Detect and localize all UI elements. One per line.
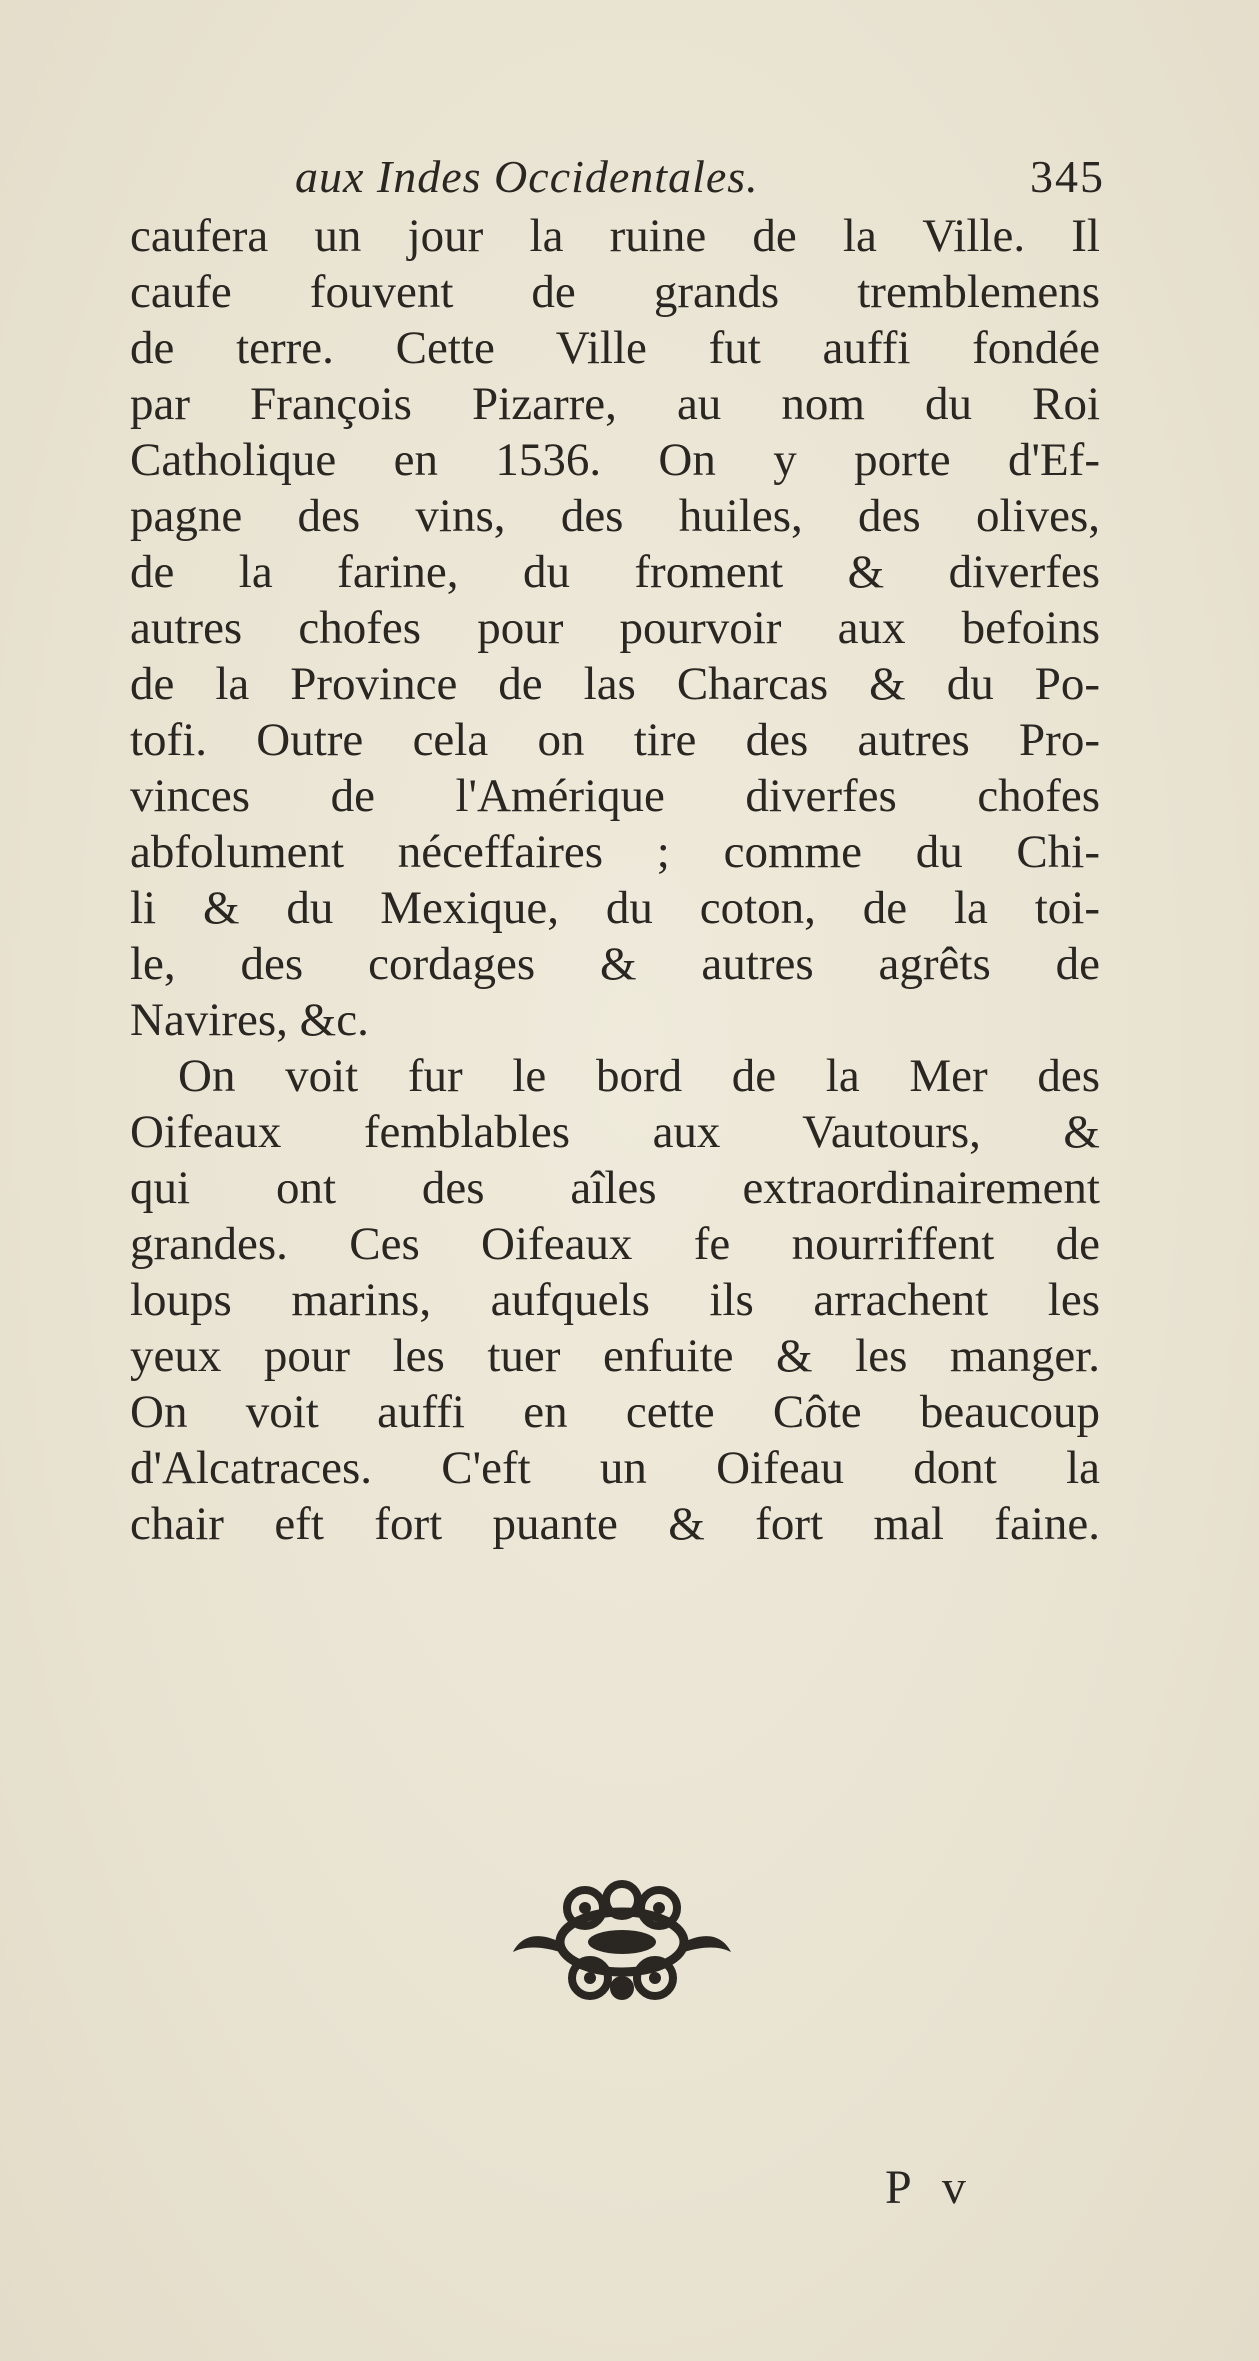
text-line: pagne des vins, des huiles, des olives,	[130, 490, 1100, 542]
text-line: chair eft fort puante & fort mal faine.	[130, 1498, 1100, 1550]
text-line: de la farine, du froment & diverfes	[130, 546, 1100, 598]
text-line: caufera un jour la ruine de la Ville. Il	[130, 210, 1100, 262]
text-line: grandes. Ces Oifeaux fe nourriffent de	[130, 1218, 1100, 1270]
text-line: On voit fur le bord de la Mer des	[178, 1050, 1100, 1102]
text-line: li & du Mexique, du coton, de la toi-	[130, 882, 1100, 934]
page-number: 345	[1030, 151, 1105, 202]
text-line: qui ont des aîles extraordinairement	[130, 1162, 1100, 1214]
text-line: de la Province de las Charcas & du Po-	[130, 658, 1100, 710]
text-line: par François Pizarre, au nom du Roi	[130, 378, 1100, 430]
body-text	[130, 208, 1100, 1552]
text-line: abfolument néceffaires ; comme du Chi-	[130, 826, 1100, 878]
text-line: le, des cordages & autres agrêts de	[130, 938, 1100, 990]
text-line: loups marins, aufquels ils arrachent les	[130, 1274, 1100, 1326]
text-line: Oifeaux femblables aux Vautours, &	[130, 1106, 1100, 1158]
running-title: aux Indes Occidentales.	[295, 151, 759, 202]
text-line: yeux pour les tuer enfuite & les manger.	[130, 1330, 1100, 1382]
text-line: vinces de l'Amérique diverfes chofes	[130, 770, 1100, 822]
text-line: de terre. Cette Ville fut auffi fondée	[130, 322, 1100, 374]
page-header	[295, 150, 1115, 210]
signature-mark: P v	[885, 2161, 976, 2214]
text-line: Catholique en 1536. On y porte d'Ef-	[130, 434, 1100, 486]
text-line: tofi. Outre cela on tire des autres Pro-	[130, 714, 1100, 766]
text-line: On voit auffi en cette Côte beaucoup	[130, 1386, 1100, 1438]
text-line: autres chofes pour pourvoir aux befoins	[130, 602, 1100, 654]
text-line: caufe fouvent de grands tremblemens	[130, 266, 1100, 318]
text-line: d'Alcatraces. C'eft un Oifeau dont la	[130, 1442, 1100, 1494]
text-line: Navires, &c.	[130, 994, 369, 1046]
floral-ornament-icon	[505, 1880, 740, 2010]
